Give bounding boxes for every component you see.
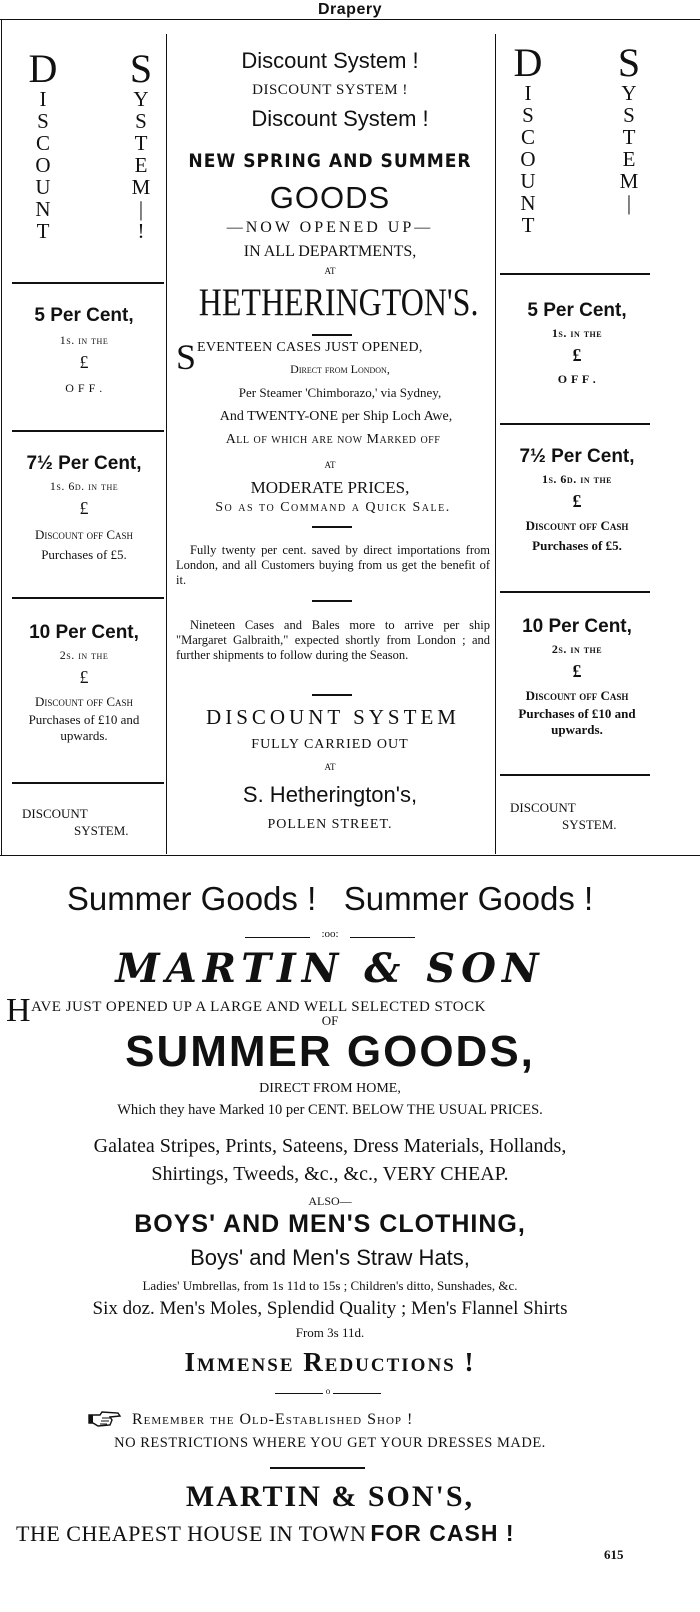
- center-l3: Discount System !: [251, 106, 429, 131]
- center-rule-3: [312, 600, 352, 602]
- left-10-title: 10 Per Cent,: [29, 622, 139, 643]
- center-l14: All of which are now Marked off: [225, 432, 441, 447]
- firm-name-2: MARTIN & SON'S,: [185, 1480, 475, 1513]
- right-vertical-discount: D I S C O U N T: [513, 40, 543, 237]
- center-p1: Fully twenty per cent. saved by direct importations from London, and all Customers buying from us get the benefit of it.: [176, 543, 490, 587]
- center-l7: IN ALL DEPARTMENTS,: [243, 243, 417, 260]
- center-l17: So as to Command a Quick Sale.: [215, 500, 451, 515]
- also: ALSO—: [308, 1194, 352, 1208]
- right-10-line4: Purchases of £10 and: [518, 706, 636, 721]
- center-l11: Direct from London,: [290, 362, 390, 376]
- left-5-line2: 1s. in the: [59, 333, 109, 347]
- center-l20: AT: [324, 762, 336, 772]
- hats-line: Boys' and Men's Straw Hats,: [190, 1245, 470, 1270]
- pointing-hand-icon: [88, 1410, 122, 1433]
- left-rule-2: [12, 430, 164, 432]
- left-border: [1, 19, 2, 855]
- left-rule-3: [12, 597, 164, 599]
- col-rule-left: [166, 34, 167, 854]
- center-l15: AT: [324, 460, 336, 470]
- section-title: Drapery: [318, 1, 382, 18]
- right-10-title: 10 Per Cent,: [522, 616, 632, 637]
- left-footer-1: DISCOUNT: [22, 806, 88, 821]
- right-vertical-system: S Y S T E M |: [617, 40, 641, 215]
- restrictions-line: NO RESTRICTIONS WHERE YOU GET YOUR DRESSES MADE.: [114, 1435, 546, 1451]
- ornament2-rule-right: [333, 1393, 381, 1394]
- right-block-10: [497, 616, 657, 738]
- left-block-10: [4, 622, 164, 744]
- ad1-bottom-rule: [0, 855, 700, 856]
- center-rule-2: [312, 526, 352, 528]
- left-5-off: O F F .: [65, 381, 103, 395]
- left-7-line2: 1s. 6d. in the: [49, 479, 119, 493]
- ornament-rule-left: [245, 937, 310, 938]
- cheapest-line: [16, 1520, 676, 1547]
- center-dropcap-s: S: [176, 337, 197, 377]
- for-cash: FOR CASH !: [370, 1520, 515, 1546]
- center-l21: S. Hetherington's,: [242, 782, 418, 807]
- left-7-line4: Purchases of £5.: [41, 547, 127, 562]
- marked-line: Which they have Marked 10 per CENT. BELOW THE USUAL PRICES.: [117, 1102, 543, 1118]
- items-line-2: Shirtings, Tweeds, &c., &c., VERY CHEAP.: [151, 1163, 509, 1185]
- left-block-7: [4, 453, 164, 563]
- ornament2-rule-left: [275, 1393, 323, 1394]
- right-7-line2: 1s. 6d. in the: [541, 472, 612, 486]
- direct-from-home: DIRECT FROM HOME,: [259, 1081, 401, 1096]
- umbrellas-line: Ladies' Umbrellas, from 1s 11d to 15s ; Children's ditto, Sunshades, &c.: [142, 1278, 518, 1293]
- left-5-title: 5 Per Cent,: [34, 305, 134, 326]
- summer-goods-headline: Summer Goods ! Summer Goods !: [66, 880, 594, 917]
- left-vertical-system: S Y S T E M | !: [129, 46, 153, 243]
- right-rule-1: [500, 273, 650, 275]
- right-block-7: [497, 446, 657, 554]
- ornament-1: :oo:: [321, 928, 339, 940]
- intro-of: OF: [321, 1013, 339, 1028]
- right-10-symbol: £: [572, 661, 582, 681]
- ornament-rule-right: [350, 937, 415, 938]
- right-rule-2: [500, 423, 650, 425]
- center-l1: Discount System !: [241, 48, 419, 73]
- center-l19: FULLY CARRIED OUT: [251, 737, 409, 752]
- right-7-title: 7½ Per Cent,: [519, 446, 635, 467]
- right-rule-3: [500, 591, 650, 593]
- header-rule: [0, 19, 700, 20]
- center-rule-4: [312, 694, 352, 696]
- left-5-symbol: £: [79, 352, 89, 372]
- intro-text: AVE JUST OPENED UP A LARGE AND WELL SELECTED STOCK: [31, 999, 486, 1015]
- right-7-symbol: £: [572, 491, 582, 511]
- left-7-symbol: £: [79, 498, 89, 518]
- left-7-line3: Discount off Cash: [34, 527, 134, 542]
- center-hetherington: HETHERINGTON'S.: [198, 281, 479, 324]
- firm-name-martin-son: MARTIN & SON: [115, 945, 545, 992]
- center-l16: MODERATE PRICES,: [250, 478, 410, 497]
- left-vertical-discount: D I S C O U N T: [28, 46, 58, 243]
- center-l5: GOODS: [269, 180, 391, 215]
- right-block-5: [497, 300, 657, 387]
- left-block-5: [4, 305, 164, 396]
- restrictions-rule: [270, 1467, 365, 1469]
- from-line: From 3s 11d.: [295, 1325, 365, 1340]
- right-7-line3: Discount off Cash: [525, 518, 629, 533]
- remember-text: Remember the Old-Established Shop !: [132, 1411, 414, 1428]
- right-10-line5: upwards.: [551, 722, 603, 737]
- page-number: 615: [604, 1547, 624, 1562]
- moles-line: Six doz. Men's Moles, Splendid Quality ; Men's Flannel Shirts: [92, 1298, 568, 1319]
- center-l18: DISCOUNT SYSTEM: [206, 705, 460, 729]
- left-10-line5: upwards.: [60, 728, 108, 743]
- right-7-line4: Purchases of £5.: [532, 538, 622, 553]
- center-l2: DISCOUNT SYSTEM !: [252, 82, 408, 98]
- center-l10: EVENTEEN CASES JUST OPENED,: [197, 340, 423, 355]
- center-l22: POLLEN STREET.: [267, 817, 393, 832]
- left-10-line2: 2s. in the: [59, 648, 109, 662]
- right-footer-2: SYSTEM.: [562, 817, 617, 832]
- center-l13: And TWENTY-ONE per Ship Loch Awe,: [219, 409, 453, 424]
- items-line-1: Galatea Stripes, Prints, Sateens, Dress Materials, Hollands,: [93, 1135, 567, 1157]
- right-5-off: O F F .: [557, 372, 597, 386]
- left-10-line3: Discount off Cash: [34, 694, 134, 709]
- left-7-title: 7½ Per Cent,: [26, 453, 142, 474]
- summer-goods-big: SUMMER GOODS,: [125, 1027, 535, 1076]
- left-rule-4: [12, 782, 164, 784]
- left-rule-1: [12, 282, 164, 284]
- ornament-2: o: [325, 1386, 331, 1396]
- right-footer-1: DISCOUNT: [510, 800, 576, 815]
- right-5-line2: 1s. in the: [551, 326, 603, 340]
- left-footer-2: SYSTEM.: [74, 823, 129, 838]
- center-l6: —NOW OPENED UP—: [226, 219, 434, 236]
- right-10-line2: 2s. in the: [551, 642, 603, 656]
- remember-line: [88, 1410, 648, 1433]
- left-10-line4: Purchases of £10 and: [28, 712, 140, 727]
- right-5-symbol: £: [572, 345, 582, 365]
- clothing-line: BOYS' AND MEN'S CLOTHING,: [134, 1210, 526, 1238]
- cheapest-text: THE CHEAPEST HOUSE IN TOWN: [16, 1521, 367, 1546]
- right-rule-4: [500, 774, 650, 776]
- center-p2: Nineteen Cases and Bales more to arrive per ship "Margaret Galbraith," expected shortly from London ; and further shipments to follow during the Season.: [176, 618, 490, 662]
- center-l8: AT: [324, 266, 336, 276]
- immense-reductions: Immense Reductions !: [184, 1347, 476, 1377]
- right-10-line3: Discount off Cash: [525, 688, 629, 703]
- center-l12: Per Steamer 'Chimborazo,' via Sydney,: [238, 385, 442, 400]
- intro-dropcap-h: H: [6, 992, 32, 1029]
- left-10-symbol: £: [79, 667, 89, 687]
- center-rule-1: [312, 334, 352, 336]
- center-l4: NEW SPRING AND SUMMER: [188, 150, 472, 172]
- right-5-title: 5 Per Cent,: [527, 300, 627, 321]
